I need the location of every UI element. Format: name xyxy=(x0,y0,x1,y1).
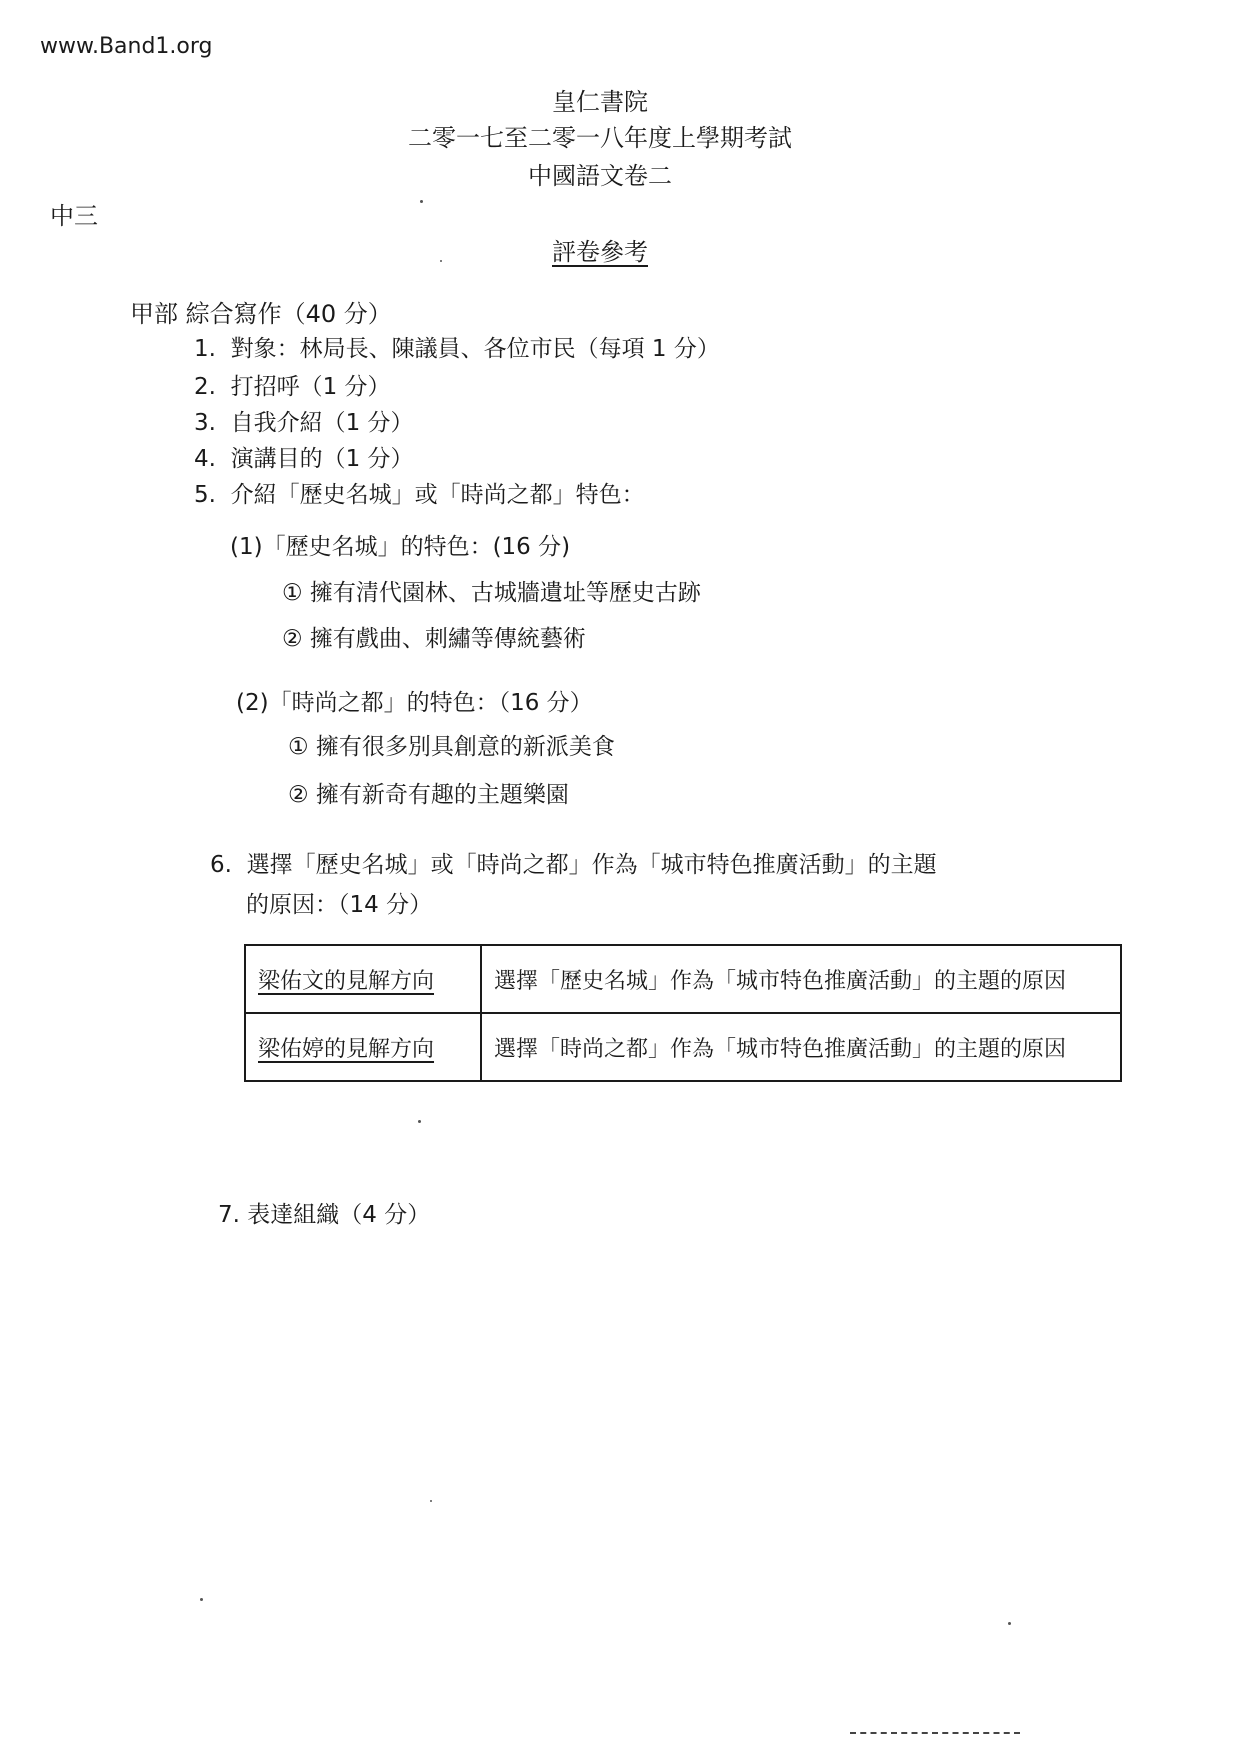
historic-point-2: ② 擁有戲曲、刺繡等傳統藝術 xyxy=(282,626,586,652)
item-text: 介紹「歷史名城」或「時尚之都」特色： xyxy=(230,482,645,508)
historic-point-1: ① 擁有清代園林、古城牆遺址等歷史古跡 xyxy=(282,580,701,606)
scan-speck xyxy=(440,260,442,262)
item-text: 選擇「歷史名城」或「時尚之都」作為「城市特色推廣活動」的主題 xyxy=(246,852,937,878)
item-6-line-2: 的原因：（14 分） xyxy=(246,892,433,918)
item-text: 表達組織（4 分） xyxy=(247,1202,431,1228)
form-level: 中三 xyxy=(50,202,98,230)
item-text: 自我介紹（1 分） xyxy=(230,410,414,436)
scan-speck xyxy=(420,200,423,203)
scan-speck xyxy=(200,1598,203,1601)
exam-title: 二零一七至二零一八年度上學期考試 xyxy=(408,124,792,152)
marking-scheme-title: 評卷參考 xyxy=(552,238,648,266)
table-cell-reason: 選擇「歷史名城」作為「城市特色推廣活動」的主題的原因 xyxy=(481,945,1121,1013)
table-row xyxy=(245,945,1121,1013)
item-text: 打招呼（1 分） xyxy=(230,374,391,400)
item-number: 2. xyxy=(194,374,216,400)
fashion-point-1: ① 擁有很多別具創意的新派美食 xyxy=(288,734,615,760)
item-number: 5. xyxy=(194,482,216,508)
table-cell-view xyxy=(245,945,481,1013)
table-row xyxy=(245,1013,1121,1081)
table-cell-view xyxy=(245,1013,481,1081)
scan-speck xyxy=(430,1500,432,1502)
school-name: 皇仁書院 xyxy=(552,88,648,116)
section-heading: 甲部 綜合寫作（40 分） xyxy=(130,300,392,328)
reasons-table xyxy=(244,944,1122,1082)
item-number: 4. xyxy=(194,446,216,472)
list-item xyxy=(194,476,645,509)
list-item xyxy=(194,330,720,363)
scan-dash-line xyxy=(850,1732,1020,1734)
sub-heading-fashion: (2)「時尚之都」的特色：（16 分） xyxy=(236,690,593,716)
item-6-line-1 xyxy=(210,846,937,879)
item-number: 1. xyxy=(194,336,216,362)
watermark-url: www.Band1.org xyxy=(40,34,213,59)
item-7 xyxy=(218,1196,430,1229)
sub-heading-historic: (1)「歷史名城」的特色：(16 分) xyxy=(230,534,571,560)
item-number: 3. xyxy=(194,410,216,436)
item-number: 6. xyxy=(210,852,232,878)
scan-speck xyxy=(418,1120,421,1123)
list-item xyxy=(194,368,391,401)
scan-speck xyxy=(1008,1622,1011,1625)
list-item xyxy=(194,440,414,473)
fashion-point-2: ② 擁有新奇有趣的主題樂園 xyxy=(288,782,569,808)
item-text: 對象：林局長、陳議員、各位市民（每項 1 分） xyxy=(230,336,720,362)
list-item xyxy=(194,404,414,437)
view-label: 梁佑文的見解方向 xyxy=(258,968,435,994)
view-label: 梁佑婷的見解方向 xyxy=(258,1036,435,1062)
item-text: 演講目的（1 分） xyxy=(230,446,414,472)
item-number: 7. xyxy=(218,1202,240,1228)
paper-title: 中國語文卷二 xyxy=(528,162,672,190)
table-cell-reason: 選擇「時尚之都」作為「城市特色推廣活動」的主題的原因 xyxy=(481,1013,1121,1081)
